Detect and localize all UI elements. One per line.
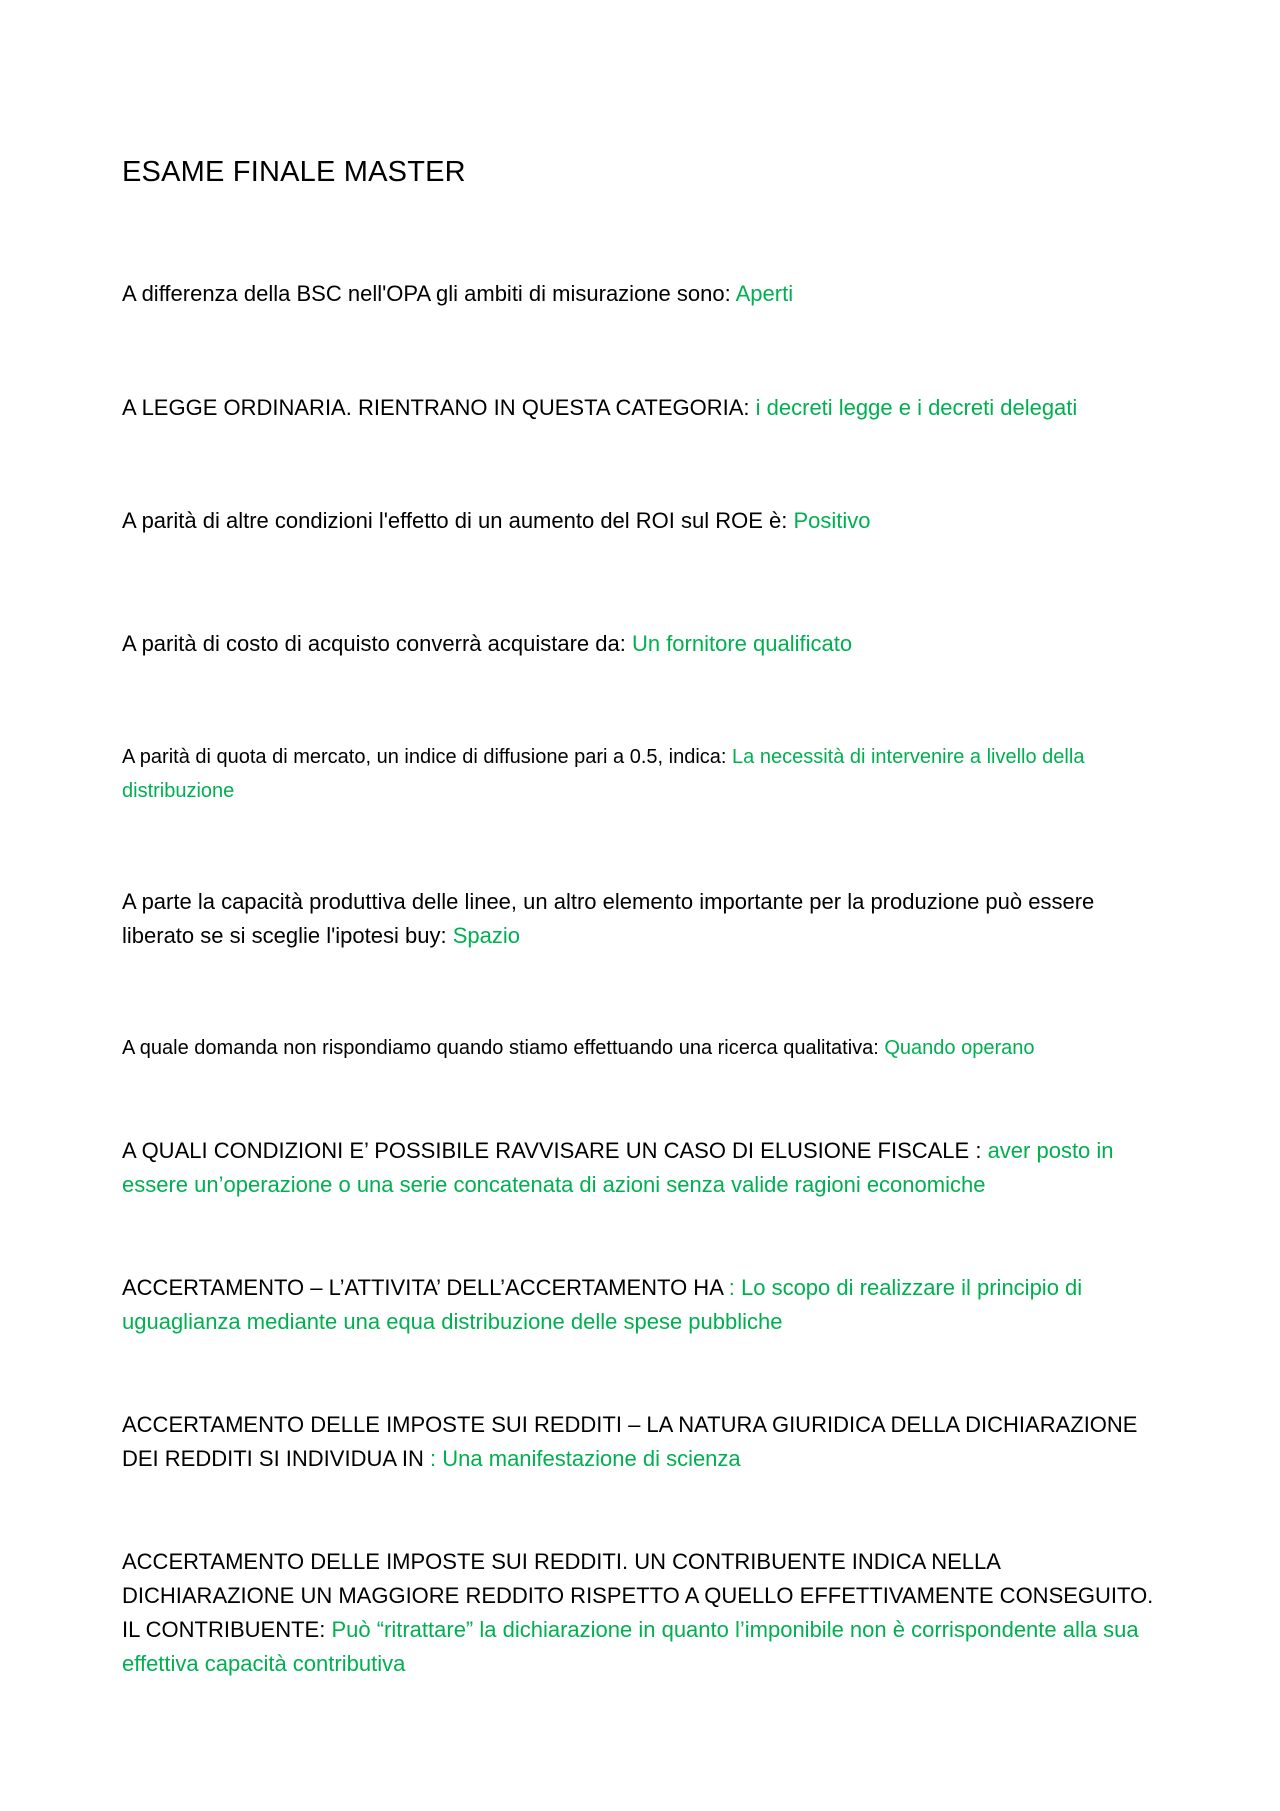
qa-item (122, 277, 1162, 311)
answer-text: i decreti legge e i decreti delegati (755, 395, 1078, 420)
question-text: A LEGGE ORDINARIA. RIENTRANO IN QUESTA CATEGORIA: (122, 395, 756, 420)
question-text: A QUALI CONDIZIONI E’ POSSIBILE RAVVISARE UN CASO DI ELUSIONE FISCALE : (122, 1138, 988, 1163)
qa-item (122, 1545, 1162, 1681)
qa-item (122, 504, 1162, 538)
answer-text: : Lo scopo di realizzare il principio di uguaglianza mediante una equa distribuzione delle spese pubbliche (122, 1275, 1083, 1334)
question-text: A parità di altre condizioni l'effetto di un aumento del ROI sul ROE è: (122, 508, 794, 533)
qa-item (122, 391, 1162, 425)
qa-item (122, 740, 1162, 808)
question-text: ACCERTAMENTO DELLE IMPOSTE SUI REDDITI. UN CONTRIBUENTE INDICA NELLA DICHIARAZIONE UN MAGGIORE REDDITO RISPETTO A QUELLO EFFETTIVAMENTE CONSEGUITO. IL CONTRIBUENTE: (122, 1549, 1154, 1642)
question-text: ACCERTAMENTO – L’ATTIVITA’ DELL’ACCERTAMENTO HA (122, 1275, 729, 1300)
answer-text: Positivo (793, 508, 871, 533)
qa-item (122, 1271, 1162, 1339)
question-text: A parità di quota di mercato, un indice di diffusione pari a 0.5, indica: (122, 746, 733, 768)
question-text: ACCERTAMENTO DELLE IMPOSTE SUI REDDITI – LA NATURA GIURIDICA DELLA DICHIARAZIONE DEI REDDITI SI INDIVIDUA IN (122, 1412, 1138, 1471)
answer-text: Un fornitore qualificato (631, 631, 853, 656)
document-title: ESAME FINALE MASTER (122, 156, 466, 188)
qa-item (122, 1408, 1162, 1476)
answer-text: aver posto in essere un’operazione o una serie concatenata di azioni senza valide ragioni economiche (122, 1138, 1114, 1197)
question-text: A parte la capacità produttiva delle linee, un altro elemento importante per la produzione può essere liberato se si sceglie l'ipotesi buy: (122, 889, 1095, 948)
qa-item (122, 1031, 1162, 1065)
question-text: A quale domanda non rispondiamo quando stiamo effettuando una ricerca qualitativa: (122, 1037, 885, 1059)
qa-item (122, 1134, 1162, 1202)
qa-item (122, 885, 1162, 953)
qa-item (122, 627, 1162, 661)
answer-text: Può “ritrattare” la dichiarazione in quanto l’imponibile non è corrispondente alla sua effettiva capacità contributiva (122, 1617, 1139, 1676)
answer-text: La necessità di intervenire a livello della distribuzione (122, 746, 1085, 802)
answer-text: : Una manifestazione di scienza (430, 1446, 741, 1471)
answer-text: Spazio (452, 923, 520, 948)
question-text: A differenza della BSC nell'OPA gli ambiti di misurazione sono: (122, 281, 736, 306)
answer-text: Aperti (735, 281, 794, 306)
answer-text: Quando operano (884, 1037, 1035, 1059)
question-text: A parità di costo di acquisto converrà acquistare da: (122, 631, 632, 656)
